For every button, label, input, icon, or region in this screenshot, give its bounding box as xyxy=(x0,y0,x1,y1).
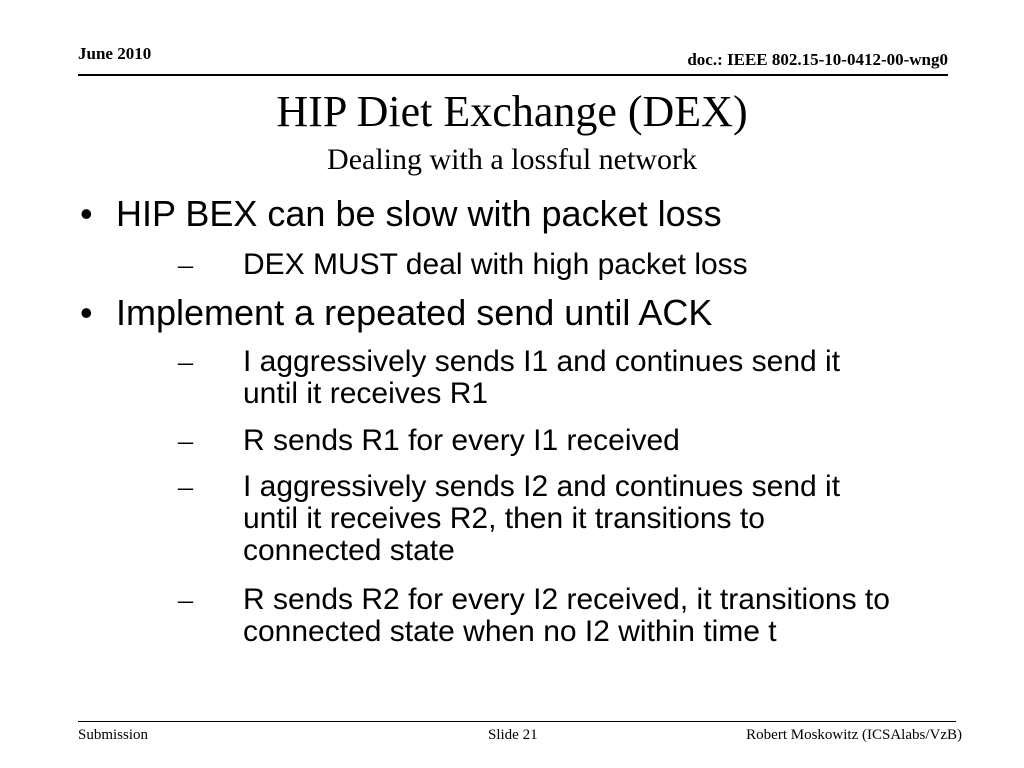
header-date: June 2010 xyxy=(78,44,152,63)
dash-marker: – xyxy=(178,424,193,457)
dash-marker: – xyxy=(178,345,193,378)
sub-bullet-text: R sends R1 for every I1 received xyxy=(243,424,680,457)
footer-divider xyxy=(78,721,956,722)
bullet-text: Implement a repeated send until ACK xyxy=(116,292,713,333)
slide-title: HIP Diet Exchange (DEX) xyxy=(276,87,748,136)
bullet-marker: • xyxy=(80,193,93,234)
slide-subtitle: Dealing with a lossful network xyxy=(327,143,697,176)
footer-author: Robert Moskowitz (ICSAlabs/VzB) xyxy=(746,727,962,743)
bullet-text: HIP BEX can be slow with packet loss xyxy=(116,193,722,234)
sub-bullet-text: I aggressively sends I1 and continues send it until it receives R1 xyxy=(243,345,841,410)
bullet-marker: • xyxy=(80,292,93,333)
dash-marker: – xyxy=(178,583,193,616)
footer-submission: Submission xyxy=(78,727,149,743)
sub-bullet-text: I aggressively sends I2 and continues send it until it receives R2, then it transitions to connected state xyxy=(243,470,841,567)
header-divider xyxy=(78,74,948,76)
sub-bullet-text: R sends R2 for every I2 received, it transitions to connected state when no I2 within time t xyxy=(243,583,890,648)
header-document-id: doc.: IEEE 802.15-10-0412-00-wng0 xyxy=(687,50,948,69)
footer-slide-number: Slide 21 xyxy=(488,727,538,743)
dash-marker: – xyxy=(178,248,193,281)
sub-bullet-text: DEX MUST deal with high packet loss xyxy=(243,248,748,281)
dash-marker: – xyxy=(178,470,193,503)
